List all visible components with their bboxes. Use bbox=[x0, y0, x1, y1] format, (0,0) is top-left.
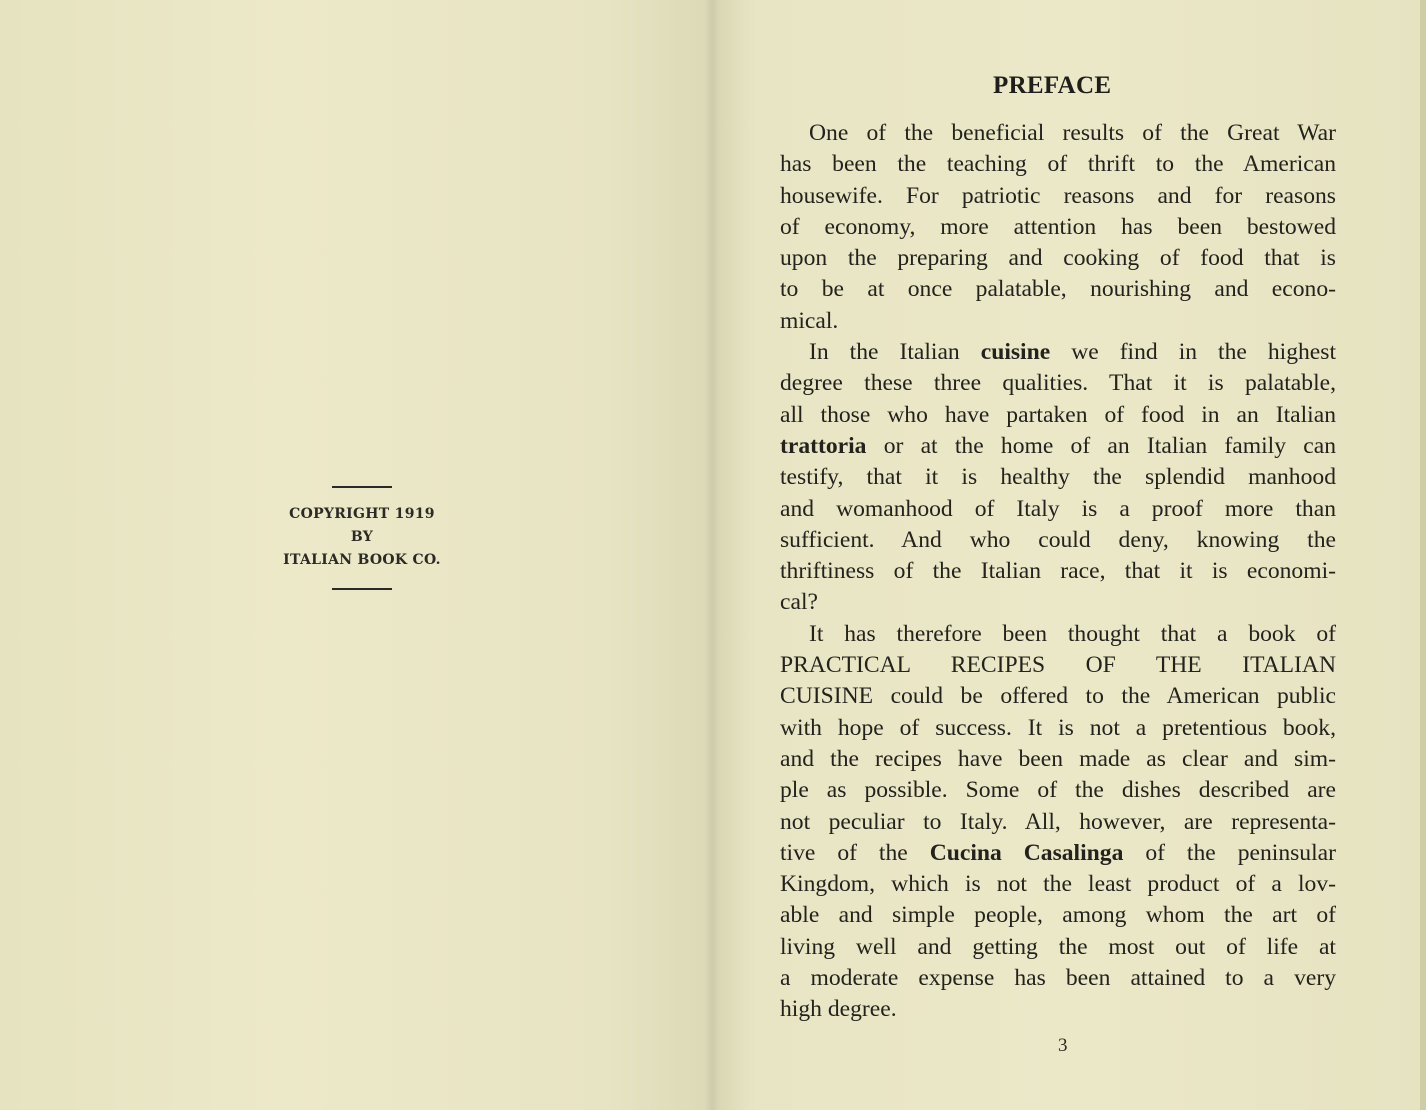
text-run: In the Italian bbox=[809, 339, 981, 366]
page-number: 3 bbox=[1058, 1035, 1068, 1056]
text-run: or at the home of an Italian family can bbox=[866, 432, 1336, 459]
publisher-line: ITALIAN BOOK CO. bbox=[283, 552, 441, 568]
text-line: not peculiar to Italy. All, however, are representa- bbox=[780, 808, 1336, 835]
text-line: mical. bbox=[780, 307, 839, 334]
text-line: with hope of success. It is not a pretentious book, bbox=[780, 714, 1336, 741]
text-line: sufficient. And who could deny, knowing the bbox=[780, 526, 1336, 553]
text-line: of economy, more attention has been bestowed bbox=[780, 213, 1336, 240]
text-line bbox=[780, 337, 1336, 368]
left-page bbox=[0, 0, 712, 1110]
text-line: ple as possible. Some of the dishes described are bbox=[780, 777, 1336, 804]
text-line: cal? bbox=[780, 589, 818, 616]
text-line: CUISINE could be offered to the American public bbox=[780, 683, 1336, 710]
text-line: and womanhood of Italy is a proof more than bbox=[780, 495, 1336, 522]
text-line: high degree. bbox=[780, 996, 897, 1023]
text-line: has been the teaching of thrift to the American bbox=[780, 151, 1336, 178]
text-line bbox=[780, 838, 1336, 869]
text-line: thriftiness of the Italian race, that it is economi- bbox=[780, 558, 1336, 585]
text-line: and the recipes have been made as clear and sim- bbox=[780, 745, 1336, 772]
bottom-rule bbox=[332, 588, 392, 590]
copyright-line: COPYRIGHT 1919 bbox=[289, 506, 435, 522]
text-line bbox=[780, 431, 1336, 462]
text-line: to be at once palatable, nourishing and econo- bbox=[780, 276, 1336, 303]
text-run: we find in the highest bbox=[1050, 339, 1337, 366]
bold-term: trattoria bbox=[780, 432, 867, 459]
bold-term: Cucina Casalinga bbox=[929, 839, 1124, 866]
page-title: PREFACE bbox=[993, 72, 1112, 99]
text-line: One of the beneficial results of the Great War bbox=[809, 120, 1336, 146]
gutter bbox=[704, 0, 720, 1110]
text-line: able and simple people, among whom the art of bbox=[780, 902, 1336, 929]
text-run: of the peninsular bbox=[1123, 839, 1336, 866]
bold-term: cuisine bbox=[980, 339, 1051, 366]
text-line: all those who have partaken of food in an Italian bbox=[780, 401, 1336, 428]
text-line: It has therefore been thought that a book of bbox=[809, 620, 1336, 647]
text-line: housewife. For patriotic reasons and for reasons bbox=[780, 182, 1336, 209]
text-line: upon the preparing and cooking of food that is bbox=[780, 245, 1336, 272]
text-line: Kingdom, which is not the least product of a lov- bbox=[780, 871, 1336, 898]
text-line: living well and getting the most out of life at bbox=[780, 933, 1336, 960]
copyright-block bbox=[262, 486, 462, 590]
page-edge bbox=[1420, 0, 1426, 1110]
top-rule bbox=[332, 486, 392, 488]
text-line: degree these three qualities. That it is palatable, bbox=[780, 370, 1336, 397]
text-line: a moderate expense has been attained to a very bbox=[780, 965, 1336, 992]
text-line: PRACTICAL RECIPES OF THE ITALIAN bbox=[780, 652, 1336, 679]
by-line: BY bbox=[350, 529, 374, 545]
preface-body bbox=[780, 118, 1336, 1026]
text-run: tive of the bbox=[780, 839, 930, 866]
text-line: testify, that it is healthy the splendid manhood bbox=[780, 464, 1336, 491]
